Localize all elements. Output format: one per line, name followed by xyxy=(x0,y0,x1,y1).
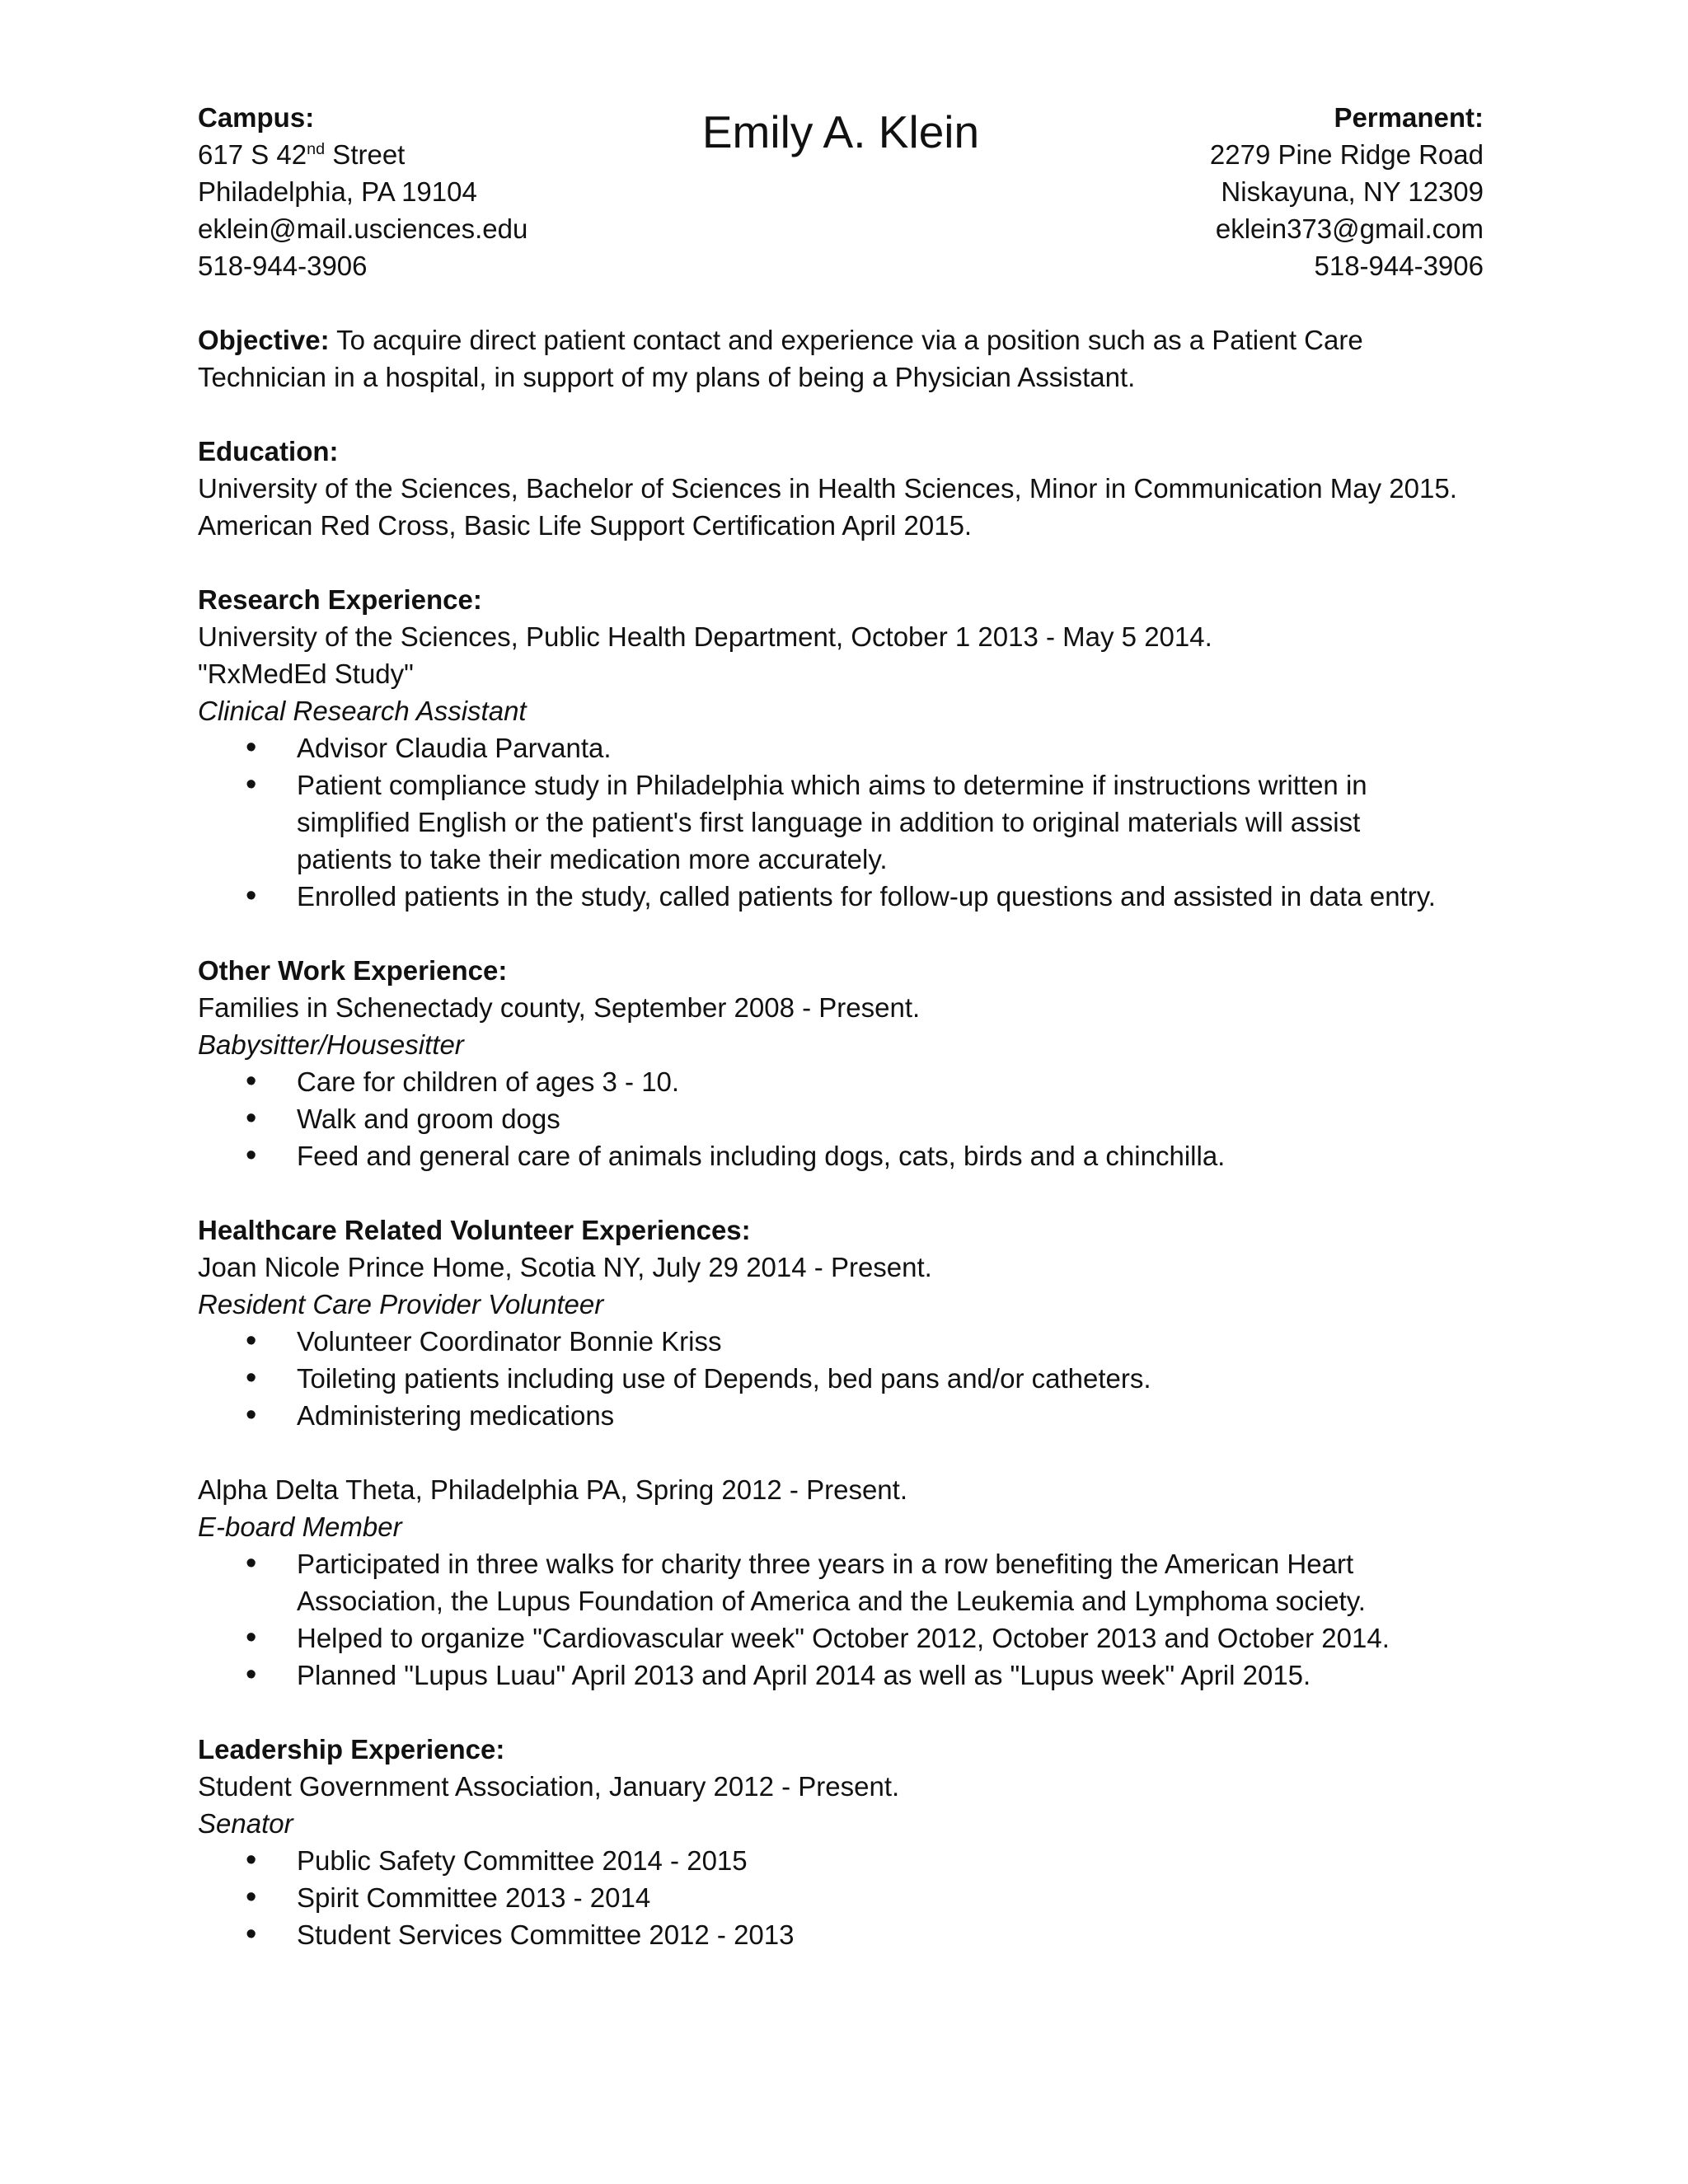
list-item: • Walk and groom dogs xyxy=(198,1100,1484,1137)
list-item: • Toileting patients including use of Depends, bed pans and/or catheters. xyxy=(198,1360,1484,1397)
volunteer-role-2: E-board Member xyxy=(198,1511,402,1542)
volunteer-section xyxy=(198,1212,1484,1434)
leadership-role: Senator xyxy=(198,1808,293,1839)
leadership-heading: Leadership Experience: xyxy=(198,1734,505,1765)
list-item: • Public Safety Committee 2014 - 2015 xyxy=(198,1842,1484,1879)
education-line: University of the Sciences, Bachelor of Sciences in Health Sciences, Minor in Communication May 2015. xyxy=(198,473,1457,504)
education-heading: Education: xyxy=(198,436,339,466)
other-work-bullets xyxy=(198,1063,1484,1174)
research-bullets xyxy=(198,729,1484,915)
volunteer-bullets-2 xyxy=(198,1545,1484,1694)
objective-section xyxy=(198,321,1484,396)
research-section xyxy=(198,581,1484,915)
objective-text: To acquire direct patient contact and experience via a position such as a Patient Care xyxy=(329,325,1363,355)
leadership-bullets xyxy=(198,1842,1484,1953)
volunteer-heading: Healthcare Related Volunteer Experiences: xyxy=(198,1215,751,1245)
list-item: • Helped to organize "Cardiovascular week" October 2012, October 2013 and October 2014. xyxy=(198,1619,1484,1657)
list-item: • Planned "Lupus Luau" April 2013 and April 2014 as well as "Lupus week" April 2015. xyxy=(198,1657,1484,1694)
education-line: American Red Cross, Basic Life Support Certification April 2015. xyxy=(198,510,973,541)
other-work-role: Babysitter/Housesitter xyxy=(198,1029,464,1060)
other-work-heading: Other Work Experience: xyxy=(198,955,508,986)
list-item: • Volunteer Coordinator Bonnie Kriss xyxy=(198,1323,1484,1360)
education-section xyxy=(198,433,1484,544)
campus-label: Campus: xyxy=(198,102,315,133)
permanent-email: eklein373@gmail.com xyxy=(1215,213,1484,244)
permanent-city: Niskayuna, NY 12309 xyxy=(1221,176,1484,207)
volunteer-role-1: Resident Care Provider Volunteer xyxy=(198,1289,604,1319)
permanent-street: 2279 Pine Ridge Road xyxy=(1209,139,1484,170)
other-work-org: Families in Schenectady county, September 2008 - Present. xyxy=(198,992,921,1023)
other-work-section xyxy=(198,952,1484,1174)
list-item: • Administering medications xyxy=(198,1397,1484,1434)
list-item: • Enrolled patients in the study, called patients for follow-up questions and assisted in data entry. xyxy=(198,878,1484,915)
permanent-phone: 518-944-3906 xyxy=(1314,251,1484,281)
list-item: • Care for children of ages 3 - 10. xyxy=(198,1063,1484,1100)
volunteer-org-2: Alpha Delta Theta, Philadelphia PA, Spring 2012 - Present. xyxy=(198,1474,907,1505)
research-org: University of the Sciences, Public Health Department, October 1 2013 - May 5 2014. xyxy=(198,621,1212,652)
leadership-section xyxy=(198,1731,1484,1953)
campus-city: Philadelphia, PA 19104 xyxy=(198,176,477,207)
list-item: • Feed and general care of animals including dogs, cats, birds and a chinchilla. xyxy=(198,1137,1484,1174)
list-item: • Advisor Claudia Parvanta. xyxy=(198,729,1484,766)
research-study: "RxMedEd Study" xyxy=(198,658,414,689)
objective-text-2: Technician in a hospital, in support of my plans of being a Physician Assistant. xyxy=(198,362,1136,392)
list-item: • Spirit Committee 2013 - 2014 xyxy=(198,1879,1484,1916)
permanent-label: Permanent: xyxy=(1334,102,1484,133)
campus-phone: 518-944-3906 xyxy=(198,251,368,281)
objective-label: Objective: xyxy=(198,325,330,355)
list-item: • Patient compliance study in Philadelphia which aims to determine if instructions written in simplified English or the patient's first language in addition to original materials will assist patients to take their medication more accurately. xyxy=(198,766,1484,878)
resume-name: Emily A. Klein xyxy=(701,106,980,157)
research-role: Clinical Research Assistant xyxy=(198,696,527,726)
resume-page xyxy=(198,99,1484,1953)
volunteer-org-1: Joan Nicole Prince Home, Scotia NY, July 29 2014 - Present. xyxy=(198,1252,932,1282)
volunteer-subsection-2 xyxy=(198,1471,1484,1694)
research-heading: Research Experience: xyxy=(198,584,482,615)
leadership-org: Student Government Association, January 2012 - Present. xyxy=(198,1771,900,1802)
resume-header xyxy=(198,99,1484,284)
campus-email: eklein@mail.usciences.edu xyxy=(198,213,528,244)
list-item: • Student Services Committee 2012 - 2013 xyxy=(198,1916,1484,1953)
campus-street: 617 S 42nd Street xyxy=(198,139,406,170)
volunteer-bullets-1 xyxy=(198,1323,1484,1434)
permanent-address-block xyxy=(1210,99,1484,284)
list-item: • Participated in three walks for charity three years in a row benefiting the American Heart Association, the Lupus Foundation of America and the Leukemia and Lymphoma society. xyxy=(198,1545,1484,1619)
